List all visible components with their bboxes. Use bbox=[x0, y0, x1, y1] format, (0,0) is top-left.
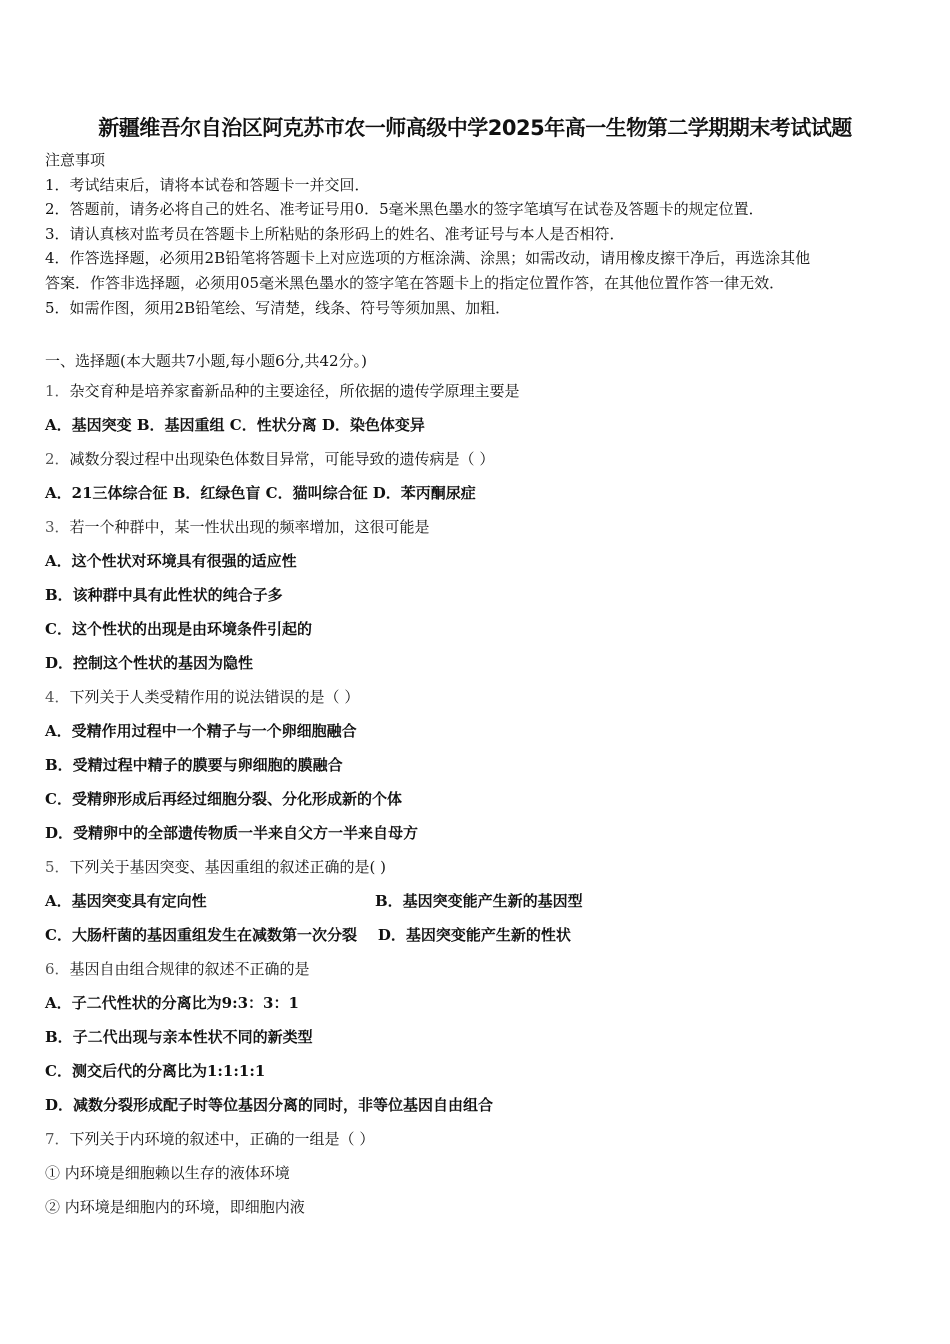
option-d: D．基因突变能产生新的性状 bbox=[377, 926, 571, 944]
notice-item: 答案．作答非选择题，必须用05毫米黑色墨水的签字笔在答题卡上的指定位置作答，在其他位置作答一律无效． bbox=[45, 273, 785, 292]
notice-item: 1．考试结束后，请将本试卷和答题卡一并交回． bbox=[45, 175, 370, 194]
question-5-stem bbox=[45, 850, 905, 884]
question-text: 若一个种群中，某一性状出现的频率增加，这很可能是 bbox=[69, 518, 430, 536]
question-number: 3． bbox=[45, 518, 70, 536]
option-a: A．受精作用过程中一个精子与一个卵细胞融合 bbox=[45, 722, 357, 740]
question-3-stem bbox=[45, 510, 905, 544]
question-5-options-row-2 bbox=[45, 918, 905, 952]
question-number: 5． bbox=[45, 858, 70, 876]
statement-1: ① 内环境是细胞赖以生存的液体环境 bbox=[45, 1164, 290, 1182]
question-1-options: A．基因突变 B．基因重组 C．性状分离 D．染色体变异 bbox=[45, 416, 425, 434]
option-c: C．测交后代的分离比为1:1:1:1 bbox=[45, 1062, 266, 1080]
question-2-options: A．21三体综合征 B．红绿色盲 C．猫叫综合征 D．苯丙酮尿症 bbox=[45, 484, 476, 502]
notice-item: 2．答题前，请务必将自己的姓名、准考证号用0．5毫米黑色墨水的签字笔填写在试卷及答题卡的规定位置． bbox=[45, 200, 764, 219]
option-a: A．这个性状对环境具有很强的适应性 bbox=[45, 552, 297, 570]
question-number: 2． bbox=[45, 450, 70, 468]
option-b: B．受精过程中精子的膜要与卵细胞的膜融合 bbox=[45, 756, 343, 774]
option-d: D．控制这个性状的基因为隐性 bbox=[45, 654, 254, 672]
question-1-stem bbox=[45, 374, 905, 408]
notice-item: 3．请认真核对监考员在答题卡上所粘贴的条形码上的姓名、准考证号与本人是否相符． bbox=[45, 224, 625, 243]
question-2-stem bbox=[45, 442, 905, 476]
question-text: 下列关于内环境的叙述中，正确的一组是（ ） bbox=[69, 1130, 375, 1148]
notice-heading: 注意事项 bbox=[45, 151, 106, 169]
option-b: B．该种群中具有此性状的纯合子多 bbox=[45, 586, 283, 604]
question-text: 减数分裂过程中出现染色体数目异常，可能导致的遗传病是（ ） bbox=[69, 450, 495, 468]
option-c: C．大肠杆菌的基因重组发生在减数第一次分裂 bbox=[45, 926, 357, 944]
statement-2: ② 内环境是细胞内的环境，即细胞内液 bbox=[45, 1198, 305, 1216]
option-d: D．减数分裂形成配子时等位基因分离的同时，非等位基因自由组合 bbox=[45, 1096, 494, 1114]
option-c: C．这个性状的出现是由环境条件引起的 bbox=[45, 620, 312, 638]
notice-item: 4．作答选择题，必须用2B铅笔将答题卡上对应选项的方框涂满、涂黑；如需改动，请用橡皮擦干净后，再选涂其他 bbox=[45, 249, 811, 268]
option-a: A．基因突变具有定向性 bbox=[45, 892, 207, 910]
option-b: B．子二代出现与亲本性状不同的新类型 bbox=[45, 1028, 313, 1046]
question-number: 7． bbox=[45, 1130, 70, 1148]
question-text: 杂交育种是培养家畜新品种的主要途径，所依据的遗传学原理主要是 bbox=[69, 382, 520, 400]
option-a: A．子二代性状的分离比为9:3：3：1 bbox=[45, 994, 299, 1012]
notice-item: 5．如需作图，须用2B铅笔绘、写清楚，线条、符号等须加黑、加粗． bbox=[45, 298, 511, 317]
question-4-stem bbox=[45, 680, 905, 714]
option-d: D．受精卵中的全部遗传物质一半来自父方一半来自母方 bbox=[45, 824, 419, 842]
page-title: 新疆维吾尔自治区阿克苏市农一师高级中学2025年高一生物第二学期期末考试试题 bbox=[98, 116, 852, 140]
option-c: C．受精卵形成后再经过细胞分裂、分化形成新的个体 bbox=[45, 790, 402, 808]
question-text: 下列关于人类受精作用的说法错误的是（ ） bbox=[69, 688, 360, 706]
question-number: 4． bbox=[45, 688, 70, 706]
question-text: 下列关于基因突变、基因重组的叙述正确的是( ) bbox=[69, 858, 387, 876]
notice-section bbox=[45, 148, 905, 320]
choice-section bbox=[45, 348, 905, 1224]
question-7-stem bbox=[45, 1122, 905, 1156]
question-5-options-row-1 bbox=[45, 884, 905, 918]
option-b: B．基因突变能产生新的基因型 bbox=[375, 892, 583, 910]
section-heading: 一、选择题(本大题共7小题,每小题6分,共42分。) bbox=[45, 352, 367, 370]
question-6-stem bbox=[45, 952, 905, 986]
question-number: 1． bbox=[45, 382, 70, 400]
question-text: 基因自由组合规律的叙述不正确的是 bbox=[69, 960, 310, 978]
question-number: 6． bbox=[45, 960, 70, 978]
